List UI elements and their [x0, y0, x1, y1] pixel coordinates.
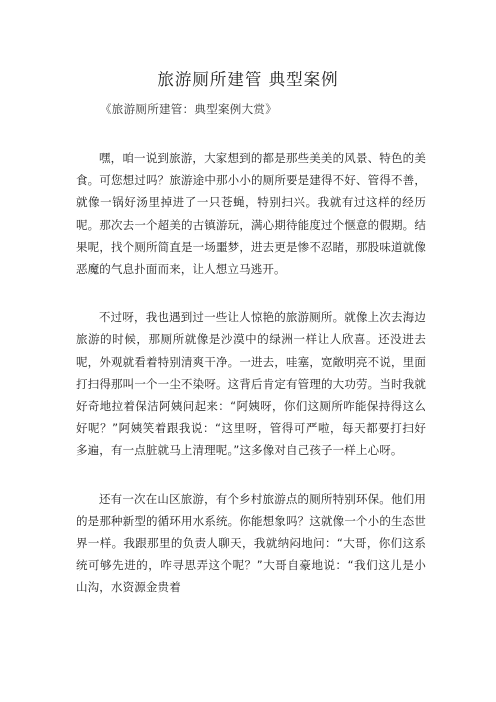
paragraph: 不过呀，我也遇到过一些让人惊艳的旅游厕所。就像上次去海边旅游的时候，那厕所就像是沙漠中的绿洲一样让人欣喜。还没进去呢，外观就看着特别清爽干净。一进去，哇塞，宽敞明亮不说，里面打扫得那叫一个一尘不染呀。这背后肯定有管理的大功劳。当时我就好奇地拉着保洁阿姨问起来：“阿姨呀，你们这厕所咋能保持得这么好呢？”阿姨笑着跟我说：“这里呀，管得可严啦，每天都要打扫好多遍，有一点脏就马上清理呢。”这多像对自己孩子一样上心呀。	[76, 310, 426, 458]
document-subtitle: 《旅游厕所建管：典型案例大赏》	[100, 102, 277, 116]
document-body	[76, 147, 426, 625]
paragraph: 还有一次在山区旅游，有个乡村旅游点的厕所特别环保。他们用的是那种新型的循环用水系统。你能想象吗？这就像一个小的生态世界一样。我跟那里的负责人聊天，我就纳闷地问：“大哥，你们这系统可够先进的，咋寻思弄这个呢？”大哥自豪地说：“我们这儿是小山沟，水资源金贵着	[76, 491, 426, 595]
paragraph: 嘿，咱一说到旅游，大家想到的都是那些美美的风景、特色的美食。可您想过吗？旅游途中那小小的厕所要是建得不好、管得不善，就像一锅好汤里掉进了一只苍蝇，特别扫兴。我就有过这样的经历呢。那次去一个超美的古镇游玩，满心期待能度过个惬意的假期。结果呢，找个厕所简直是一场噩梦，进去更是惨不忍睹，那股味道就像恶魔的气息扑面而来，让人想立马逃开。	[76, 151, 426, 277]
document-title: 旅游厕所建管 典型案例	[157, 70, 339, 89]
